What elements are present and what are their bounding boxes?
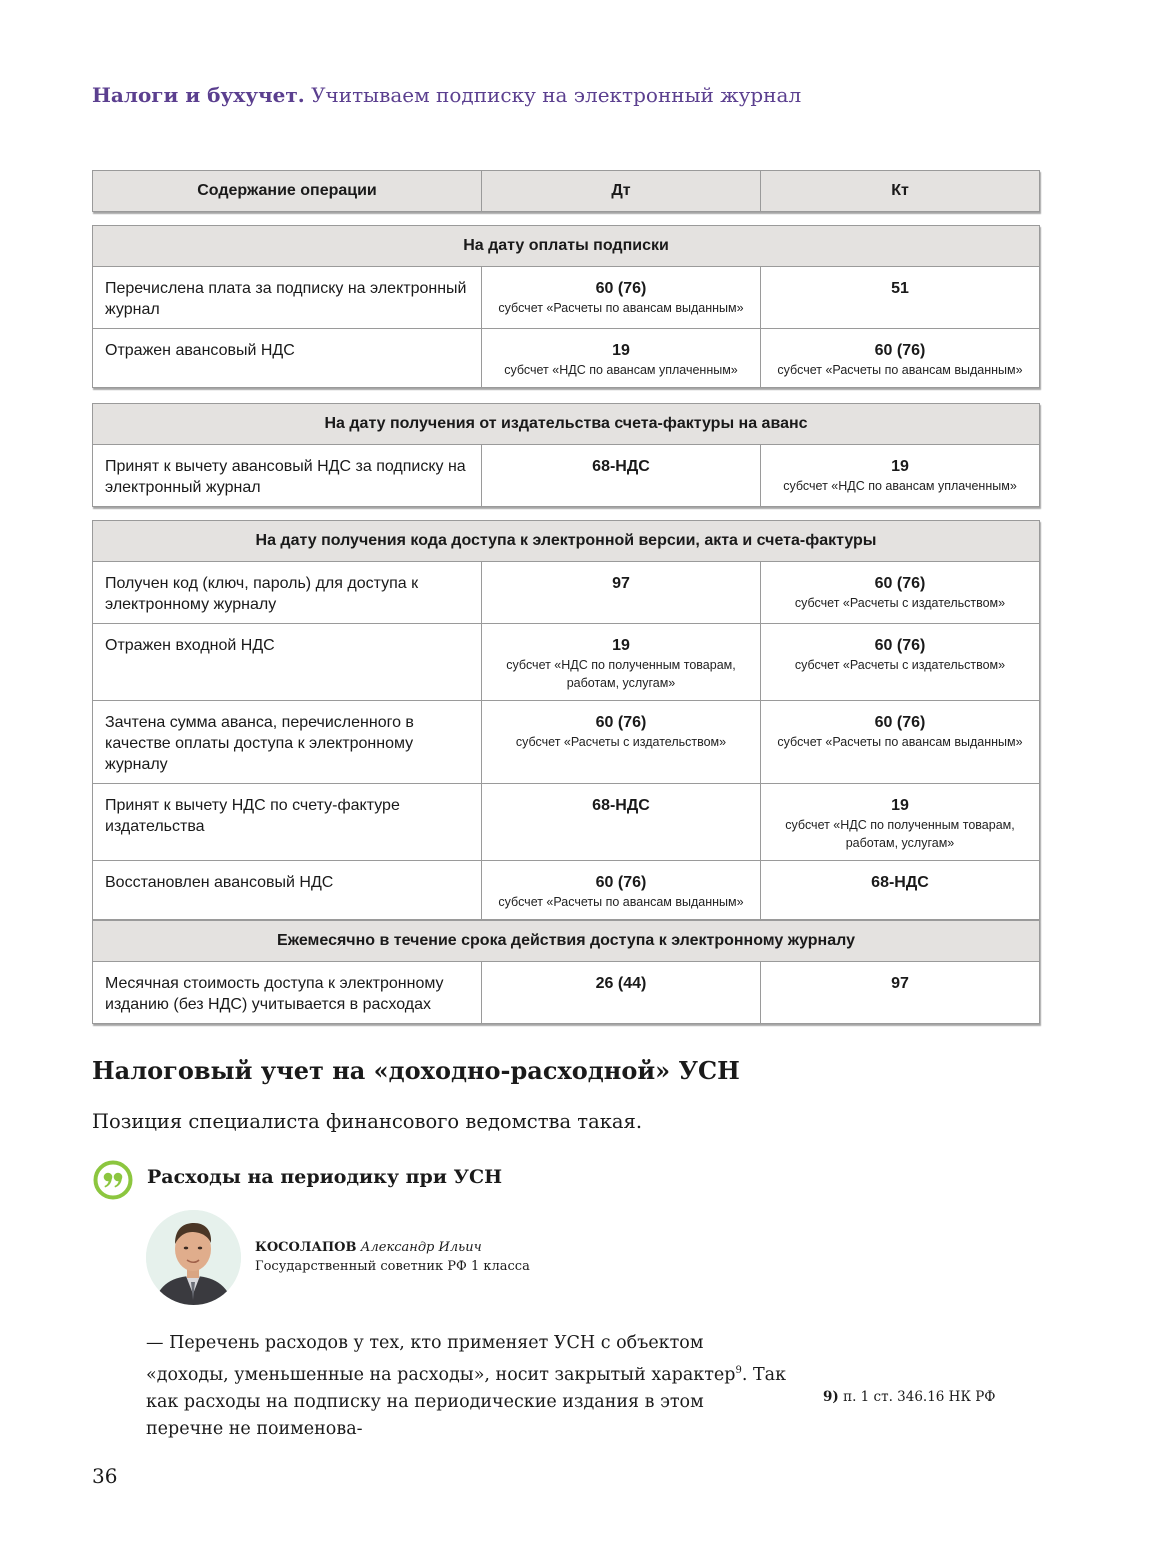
table-group bbox=[92, 403, 1040, 507]
operation-description: Получен код (ключ, пароль) для доступа к электронному журналу bbox=[93, 562, 482, 624]
table-row bbox=[93, 329, 1040, 388]
credit-account: 60 (76) bbox=[874, 342, 926, 359]
table-group bbox=[92, 225, 1040, 388]
operation-description: Перечислена плата за подписку на электронный журнал bbox=[93, 267, 482, 329]
author-avatar bbox=[146, 1210, 241, 1305]
debit-subaccount: субсчет «НДС по полученным товарам, работам, услугам» bbox=[506, 658, 736, 690]
credit-cell bbox=[761, 962, 1040, 1024]
debit-cell bbox=[482, 784, 761, 861]
table-group bbox=[92, 920, 1040, 1024]
credit-account: 60 (76) bbox=[874, 637, 926, 654]
credit-cell bbox=[761, 624, 1040, 701]
debit-subaccount: субсчет «Расчеты по авансам выданным» bbox=[498, 301, 744, 315]
credit-subaccount: субсчет «НДС по полученным товарам, работам, услугам» bbox=[785, 818, 1015, 850]
debit-account: 60 (76) bbox=[595, 714, 647, 731]
operation-description: Зачтена сумма аванса, перечисленного в качестве оплаты доступа к электронному журналу bbox=[93, 701, 482, 784]
credit-account: 19 bbox=[891, 797, 909, 814]
column-header-operation: Содержание операции bbox=[93, 171, 482, 212]
debit-account: 60 (76) bbox=[595, 874, 647, 891]
credit-account: 19 bbox=[891, 458, 909, 475]
debit-subaccount: субсчет «Расчеты с издательством» bbox=[515, 735, 727, 749]
credit-cell bbox=[761, 445, 1040, 507]
credit-cell bbox=[761, 784, 1040, 861]
table-row bbox=[93, 267, 1040, 329]
lead-paragraph: Позиция специалиста финансового ведомства такая. bbox=[92, 1110, 643, 1133]
operation-description: Отражен авансовый НДС bbox=[93, 329, 482, 388]
operation-description: Месячная стоимость доступа к электронному изданию (без НДС) учитывается в расходах bbox=[93, 962, 482, 1024]
running-head bbox=[92, 83, 801, 107]
credit-cell bbox=[761, 329, 1040, 388]
credit-subaccount: субсчет «Расчеты с издательством» bbox=[794, 658, 1006, 672]
table-row bbox=[93, 624, 1040, 701]
quote-text-part-2: . Так как расходы на подписку на периодические издания в этом перечне не поименова- bbox=[146, 1364, 787, 1439]
operation-description: Восстановлен авансовый НДС bbox=[93, 861, 482, 920]
debit-cell bbox=[482, 267, 761, 329]
table-row bbox=[93, 861, 1040, 920]
running-head-title: Учитываем подписку на электронный журнал bbox=[311, 83, 802, 107]
debit-account: 19 bbox=[612, 342, 630, 359]
footnote-text: п. 1 ст. 346.16 НК РФ bbox=[843, 1389, 996, 1405]
debit-account: 68-НДС bbox=[592, 797, 650, 814]
operation-description: Отражен входной НДС bbox=[93, 624, 482, 701]
group-title: На дату получения кода доступа к электронной версии, акта и счета-фактуры bbox=[93, 521, 1040, 562]
quote-title: Расходы на периодику при УСН bbox=[147, 1166, 503, 1188]
debit-account: 68-НДС bbox=[592, 458, 650, 475]
running-head-section: Налоги и бухучет. bbox=[92, 83, 305, 107]
debit-cell bbox=[482, 861, 761, 920]
debit-cell bbox=[482, 624, 761, 701]
table-column-header bbox=[92, 170, 1040, 212]
author-given-name: Александр Ильич bbox=[360, 1240, 482, 1255]
quote-icon bbox=[93, 1160, 133, 1200]
table-row bbox=[93, 784, 1040, 861]
debit-account: 60 (76) bbox=[595, 280, 647, 297]
credit-account: 97 bbox=[891, 975, 909, 992]
credit-account: 60 (76) bbox=[874, 575, 926, 592]
credit-account: 51 bbox=[891, 280, 909, 297]
debit-account: 19 bbox=[612, 637, 630, 654]
credit-account: 60 (76) bbox=[874, 714, 926, 731]
group-title: На дату получения от издательства счета-фактуры на аванс bbox=[93, 404, 1040, 445]
debit-cell bbox=[482, 445, 761, 507]
debit-subaccount: субсчет «Расчеты по авансам выданным» bbox=[498, 895, 744, 909]
table-row bbox=[93, 701, 1040, 784]
operation-description: Принят к вычету НДС по счету-фактуре издательства bbox=[93, 784, 482, 861]
debit-account: 26 (44) bbox=[595, 975, 647, 992]
credit-subaccount: субсчет «Расчеты по авансам выданным» bbox=[777, 735, 1023, 749]
author-role: Государственный советник РФ 1 класса bbox=[255, 1259, 530, 1274]
table-row bbox=[93, 962, 1040, 1024]
debit-cell bbox=[482, 701, 761, 784]
page-number: 36 bbox=[92, 1464, 118, 1488]
credit-cell bbox=[761, 267, 1040, 329]
column-header-debit: Дт bbox=[482, 171, 761, 212]
debit-account: 97 bbox=[612, 575, 630, 592]
quote-text-part-1: — Перечень расходов у тех, кто применяет УСН с объектом «доходы, уменьшенные на расходы», носит закрытый характер bbox=[146, 1333, 736, 1385]
footnote bbox=[823, 1389, 995, 1405]
table-group bbox=[92, 520, 1040, 920]
footnote-reference[interactable]: 9 bbox=[735, 1365, 742, 1376]
section-heading: Налоговый учет на «доходно-расходной» УСН bbox=[92, 1056, 740, 1085]
table-row bbox=[93, 445, 1040, 507]
credit-cell bbox=[761, 701, 1040, 784]
credit-account: 68-НДС bbox=[871, 874, 929, 891]
footnote-number: 9) bbox=[823, 1389, 839, 1405]
group-title: Ежемесячно в течение срока действия доступа к электронному журналу bbox=[93, 921, 1040, 962]
credit-cell bbox=[761, 562, 1040, 624]
group-title: На дату оплаты подписки bbox=[93, 226, 1040, 267]
credit-subaccount: субсчет «Расчеты по авансам выданным» bbox=[777, 363, 1023, 377]
debit-subaccount: субсчет «НДС по авансам уплаченным» bbox=[504, 363, 738, 377]
credit-cell bbox=[761, 861, 1040, 920]
debit-cell bbox=[482, 562, 761, 624]
author-surname: КОСОЛАПОВ bbox=[255, 1240, 357, 1255]
credit-subaccount: субсчет «НДС по авансам уплаченным» bbox=[783, 479, 1017, 493]
column-header-credit: Кт bbox=[761, 171, 1040, 212]
debit-cell bbox=[482, 329, 761, 388]
quote-text bbox=[146, 1330, 786, 1443]
operation-description: Принят к вычету авансовый НДС за подписку на электронный журнал bbox=[93, 445, 482, 507]
table-row bbox=[93, 562, 1040, 624]
debit-cell bbox=[482, 962, 761, 1024]
credit-subaccount: субсчет «Расчеты с издательством» bbox=[794, 596, 1006, 610]
author-name bbox=[255, 1240, 482, 1255]
